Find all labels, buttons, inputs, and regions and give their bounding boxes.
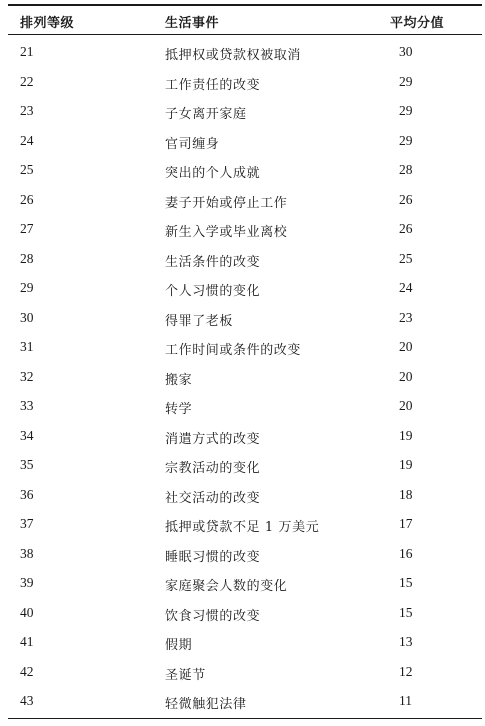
table-row bbox=[0, 568, 485, 598]
table-body bbox=[0, 37, 485, 716]
table-row bbox=[0, 539, 485, 569]
cell-rank: 23 bbox=[20, 103, 34, 118]
cell-event: 轻微触犯法律 bbox=[165, 697, 247, 712]
cell-rank: 40 bbox=[20, 604, 34, 620]
cell-event: 消遣方式的改变 bbox=[165, 431, 261, 447]
cell-event: 生活条件的改变 bbox=[165, 254, 261, 270]
table-row bbox=[0, 67, 485, 97]
cell-rank: 30 bbox=[20, 309, 34, 325]
cell-score: 19 bbox=[399, 427, 413, 443]
table-row bbox=[0, 332, 485, 362]
cell-rank: 36 bbox=[20, 486, 34, 502]
table-bottom-rule bbox=[8, 718, 482, 719]
cell-score: 20 bbox=[399, 368, 413, 384]
cell-event: 工作责任的改变 bbox=[165, 77, 261, 93]
cell-rank: 25 bbox=[20, 162, 34, 177]
cell-score: 23 bbox=[399, 309, 413, 325]
cell-score: 30 bbox=[399, 44, 413, 59]
cell-rank: 39 bbox=[20, 575, 34, 590]
table-row bbox=[0, 155, 485, 185]
cell-score: 20 bbox=[399, 339, 413, 354]
cell-rank: 27 bbox=[20, 221, 34, 236]
cell-event: 突出的个人成就 bbox=[165, 166, 261, 181]
table-header-rule bbox=[8, 34, 482, 35]
table-row bbox=[0, 273, 485, 303]
table-row bbox=[0, 362, 485, 392]
cell-score: 15 bbox=[399, 604, 413, 620]
table-row bbox=[0, 450, 485, 480]
table-row bbox=[0, 598, 485, 628]
cell-score: 29 bbox=[399, 132, 413, 148]
table-row bbox=[0, 391, 485, 421]
table-row bbox=[0, 244, 485, 274]
cell-score: 18 bbox=[399, 486, 413, 502]
cell-event: 新生入学或毕业离校 bbox=[165, 225, 288, 240]
cell-rank: 41 bbox=[20, 634, 34, 649]
cell-event: 工作时间或条件的改变 bbox=[165, 343, 302, 358]
table-row bbox=[0, 627, 485, 657]
cell-rank: 22 bbox=[20, 73, 34, 89]
cell-event: 睡眠习惯的改变 bbox=[165, 549, 261, 565]
cell-score: 25 bbox=[399, 250, 413, 266]
header-score: 平均分值 bbox=[390, 16, 445, 31]
table-row bbox=[0, 303, 485, 333]
cell-rank: 37 bbox=[20, 516, 34, 531]
table-row bbox=[0, 126, 485, 156]
cell-rank: 34 bbox=[20, 427, 34, 443]
table-top-rule bbox=[8, 4, 482, 6]
cell-score: 29 bbox=[399, 73, 413, 89]
cell-score: 26 bbox=[399, 221, 413, 236]
cell-event: 得罪了老板 bbox=[165, 313, 234, 329]
table-row bbox=[0, 686, 485, 716]
header-rank: 排列等级 bbox=[20, 16, 75, 31]
cell-rank: 29 bbox=[20, 280, 34, 295]
cell-score: 13 bbox=[399, 634, 413, 649]
cell-event: 社交活动的改变 bbox=[165, 490, 261, 506]
cell-score: 24 bbox=[399, 280, 413, 295]
cell-rank: 24 bbox=[20, 132, 34, 148]
cell-rank: 35 bbox=[20, 457, 34, 472]
cell-rank: 38 bbox=[20, 545, 34, 561]
table-row bbox=[0, 421, 485, 451]
table-header bbox=[0, 8, 485, 32]
cell-score: 15 bbox=[399, 575, 413, 590]
cell-score: 20 bbox=[399, 398, 413, 413]
cell-rank: 43 bbox=[20, 693, 34, 708]
table-row bbox=[0, 480, 485, 510]
cell-rank: 28 bbox=[20, 250, 34, 266]
table-row bbox=[0, 96, 485, 126]
cell-event: 转学 bbox=[165, 402, 193, 417]
cell-event: 个人习惯的变化 bbox=[165, 284, 261, 299]
table-row bbox=[0, 185, 485, 215]
cell-event: 宗教活动的变化 bbox=[165, 461, 261, 476]
cell-score: 19 bbox=[399, 457, 413, 472]
cell-rank: 32 bbox=[20, 368, 34, 384]
cell-score: 29 bbox=[399, 103, 413, 118]
cell-score: 16 bbox=[399, 545, 413, 561]
cell-rank: 21 bbox=[20, 44, 34, 59]
cell-event: 子女离开家庭 bbox=[165, 107, 247, 122]
cell-event: 抵押权或贷款权被取消 bbox=[165, 48, 302, 63]
cell-score: 11 bbox=[399, 693, 412, 708]
cell-event: 假期 bbox=[165, 638, 193, 653]
cell-score: 17 bbox=[399, 516, 413, 531]
cell-event: 官司缠身 bbox=[165, 136, 220, 152]
cell-event: 抵押或贷款不足 1 万美元 bbox=[165, 520, 320, 535]
cell-score: 26 bbox=[399, 191, 413, 207]
cell-event: 搬家 bbox=[165, 372, 193, 388]
cell-score: 28 bbox=[399, 162, 413, 177]
cell-event: 饮食习惯的改变 bbox=[165, 608, 261, 624]
cell-event: 家庭聚会人数的变化 bbox=[165, 579, 288, 594]
cell-score: 12 bbox=[399, 663, 413, 679]
cell-event: 圣诞节 bbox=[165, 667, 206, 683]
table-row bbox=[0, 509, 485, 539]
cell-rank: 33 bbox=[20, 398, 34, 413]
table-row bbox=[0, 657, 485, 687]
header-event: 生活事件 bbox=[165, 16, 220, 31]
cell-rank: 42 bbox=[20, 663, 34, 679]
cell-event: 妻子开始或停止工作 bbox=[165, 195, 288, 211]
cell-rank: 26 bbox=[20, 191, 34, 207]
table-row bbox=[0, 214, 485, 244]
cell-rank: 31 bbox=[20, 339, 34, 354]
table-row bbox=[0, 37, 485, 67]
